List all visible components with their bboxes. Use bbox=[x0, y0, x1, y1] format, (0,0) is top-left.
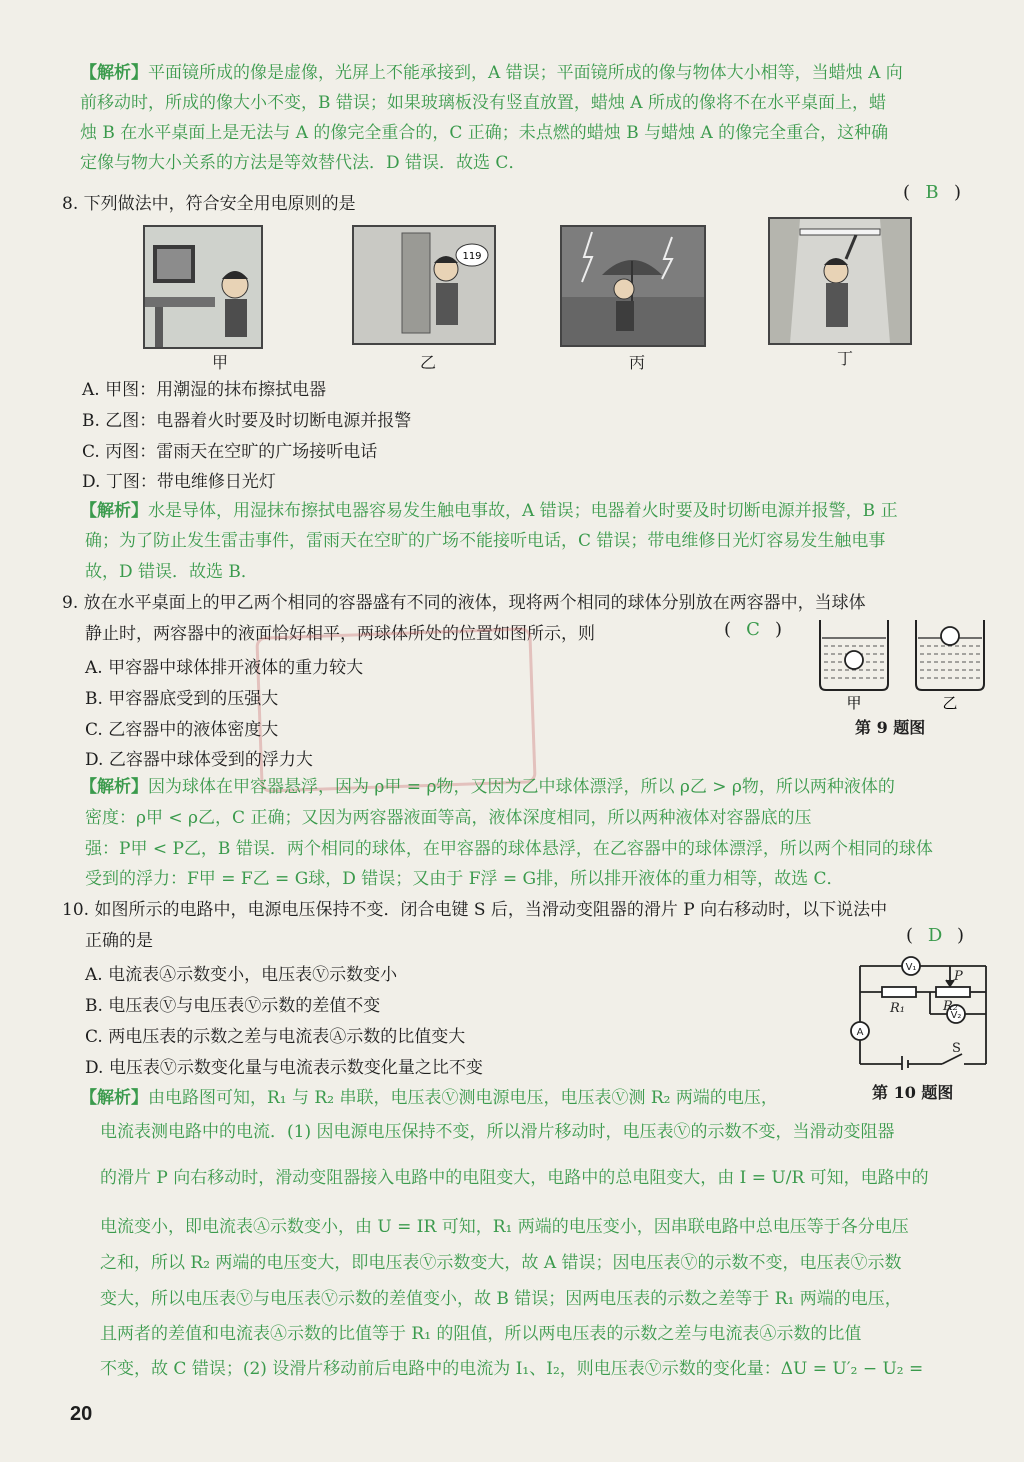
analysis-line: 【解析】由电路图可知，R₁ 与 R₂ 串联，电压表Ⓥ测电源电压，电压表Ⓥ测 R₂ 两端的电压， bbox=[80, 1088, 778, 1108]
question-9-stem: 静止时，两容器中的液面恰好相平，两球体所处的位置如图所示，则 bbox=[85, 624, 595, 644]
option-d: D. 电压表Ⓥ示数变化量与电流表示数变化量之比不变 bbox=[85, 1058, 483, 1078]
question-9-stem: 9. 放在水平桌面上的甲乙两个相同的容器盛有不同的液体，现将两个相同的球体分别放在两容器中，当球体 bbox=[62, 593, 866, 613]
container-yi bbox=[916, 620, 984, 690]
question-10-stem: 正确的是 bbox=[85, 931, 153, 951]
page-number: 20 bbox=[70, 1403, 93, 1425]
option-d: D. 乙容器中球体受到的浮力大 bbox=[85, 750, 313, 770]
v1-label: V₁ bbox=[905, 962, 917, 973]
resistor-r1-icon bbox=[882, 987, 916, 997]
option-c: C. 乙容器中的液体密度大 bbox=[85, 720, 279, 740]
container-label: 乙 bbox=[942, 694, 958, 712]
picture-label: 甲 bbox=[211, 353, 228, 372]
question-10-stem: 10. 如图所示的电路中，电源电压保持不变．闭合电键 S 后，当滑动变阻器的滑片 P 向右移动时，以下说法中 bbox=[62, 900, 888, 920]
r1-label: R₁ bbox=[890, 1001, 905, 1016]
analysis-line: 受到的浮力：F甲 = F乙 = G球，D 错误；又由于 F浮 = G排，所以排开液体的重力相等，故选 C． bbox=[85, 869, 844, 889]
option-b: B. 乙图：电器着火时要及时切断电源并报警 bbox=[82, 411, 412, 431]
picture-ding bbox=[768, 217, 912, 345]
option-a: A. 甲图：用潮湿的抹布擦拭电器 bbox=[82, 380, 327, 400]
analysis-line: 且两者的差值和电流表Ⓐ示数的比值等于 R₁ 的阻值，所以两电压表的示数之差与电流表Ⓐ示数的比值 bbox=[100, 1324, 862, 1344]
fire-alarm-illustration bbox=[354, 227, 494, 343]
circuit-diagram bbox=[846, 952, 996, 1070]
thunderstorm-illustration bbox=[562, 227, 704, 345]
analysis-line: 故，D 错误．故选 B． bbox=[85, 562, 258, 582]
containers-figure bbox=[812, 612, 992, 712]
container-label: 甲 bbox=[846, 694, 862, 712]
picture-jia bbox=[143, 225, 263, 349]
phone-number-label: 119 bbox=[462, 251, 482, 262]
answer-letter: C bbox=[746, 619, 760, 640]
container-jia bbox=[820, 620, 888, 690]
analysis-line: 烛 B 在水平桌面上是无法与 A 的像完全重合的，C 正确；未点燃的蜡烛 B 与蜡烛 A 的像完全重合，这种确 bbox=[80, 123, 889, 143]
option-a: A. 甲容器中球体排开液体的重力较大 bbox=[85, 658, 364, 678]
analysis-line: 前移动时，所成的像大小不变，B 错误；如果玻璃板没有竖直放置，蜡烛 A 所成的像将不在水平桌面上，蜡 bbox=[80, 93, 886, 113]
answer-bracket: ( C ) bbox=[724, 619, 783, 640]
repair-lamp-illustration bbox=[770, 219, 910, 343]
switch-label: S bbox=[952, 1041, 961, 1056]
analysis-line: 变大，所以电压表Ⓥ与电压表Ⓥ示数的差值变小，故 B 错误；因两电压表的示数之差等于 R₁ 两端的电压， bbox=[100, 1289, 902, 1309]
picture-yi bbox=[352, 225, 496, 345]
wet-cloth-illustration bbox=[145, 227, 261, 347]
analysis-line: 不变，故 C 错误；(2) 设滑片移动前后电路中的电流为 I₁、I₂，则电压表Ⓥ示数的变化量：ΔU = U′₂ − U₂ = bbox=[100, 1359, 924, 1379]
analysis-line: 定像与物大小关系的方法是等效替代法．D 错误．故选 C． bbox=[80, 153, 526, 173]
r2-label: R₂ bbox=[943, 999, 958, 1014]
picture-label: 丙 bbox=[628, 353, 645, 372]
option-b: B. 电压表Ⓥ与电压表Ⓥ示数的差值不变 bbox=[85, 996, 381, 1016]
option-a: A. 电流表Ⓐ示数变小，电压表Ⓥ示数变小 bbox=[85, 965, 398, 985]
picture-bing bbox=[560, 225, 706, 347]
picture-label: 丁 bbox=[836, 349, 853, 368]
v2-label: V₂ bbox=[950, 1010, 962, 1021]
analysis-line: 密度：ρ甲 < ρ乙，C 正确；又因为两容器液面等高，液体深度相同，所以两种液体对容器底的压 bbox=[85, 808, 812, 828]
option-c: C. 丙图：雷雨天在空旷的广场接听电话 bbox=[82, 442, 378, 462]
ammeter-label: A bbox=[856, 1027, 864, 1038]
analysis-line: 确；为了防止发生雷击事件，雷雨天在空旷的广场不能接听电话，C 错误；带电维修日光灯容易发生触电事 bbox=[85, 531, 886, 551]
option-c: C. 两电压表的示数之差与电流表Ⓐ示数的比值变大 bbox=[85, 1027, 466, 1047]
analysis-line: 之和，所以 R₂ 两端的电压变大，即电压表Ⓥ示数变大，故 A 错误；因电压表Ⓥ的示数不变，电压表Ⓥ示数 bbox=[100, 1253, 902, 1273]
answer-letter: D bbox=[927, 925, 943, 946]
analysis-line: 的滑片 P 向右移动时，滑动变阻器接入电路中的电阻变大，电路中的总电阻变大，由 I = U/R 可知，电路中的 bbox=[100, 1168, 929, 1188]
slider-label: P bbox=[954, 969, 963, 984]
analysis-line: 电流变小，即电流表Ⓐ示数变小，由 U = IR 可知，R₁ 两端的电压变小，因串联电路中总电压等于各分电压 bbox=[100, 1217, 909, 1237]
answer-letter: B bbox=[925, 182, 939, 203]
option-b: B. 甲容器底受到的压强大 bbox=[85, 689, 279, 709]
answer-bracket: ( B ) bbox=[903, 182, 962, 203]
figure-caption: 第 9 题图 bbox=[855, 718, 926, 737]
analysis-line: 【解析】平面镜所成的像是虚像，光屏上不能承接到，A 错误；平面镜所成的像与物体大小相等，当蜡烛 A 向 bbox=[80, 63, 903, 83]
picture-label: 乙 bbox=[419, 353, 436, 372]
figure-caption: 第 10 题图 bbox=[872, 1083, 954, 1102]
analysis-line: 电流表测电路中的电流．(1) 因电源电压保持不变，所以滑片移动时，电压表Ⓥ的示数不变，当滑动变阻器 bbox=[100, 1122, 895, 1142]
analysis-line: 强：P甲 < P乙，B 错误．两个相同的球体，在甲容器的球体悬浮，在乙容器中的球体漂浮，所以两个相同的球体 bbox=[85, 839, 933, 859]
option-d: D. 丁图：带电维修日光灯 bbox=[82, 472, 276, 492]
analysis-line: 【解析】因为球体在甲容器悬浮，因为 ρ甲 = ρ物，又因为乙中球体漂浮，所以 ρ乙 > ρ物，所以两种液体的 bbox=[80, 777, 895, 797]
question-8-stem: 8. 下列做法中，符合安全用电原则的是 bbox=[62, 194, 356, 214]
analysis-line: 【解析】水是导体，用湿抹布擦拭电器容易发生触电事故，A 错误；电器着火时要及时切断电源并报警，B 正 bbox=[80, 501, 898, 521]
answer-bracket: ( D ) bbox=[906, 925, 965, 946]
rheostat-r2-icon bbox=[936, 987, 970, 997]
